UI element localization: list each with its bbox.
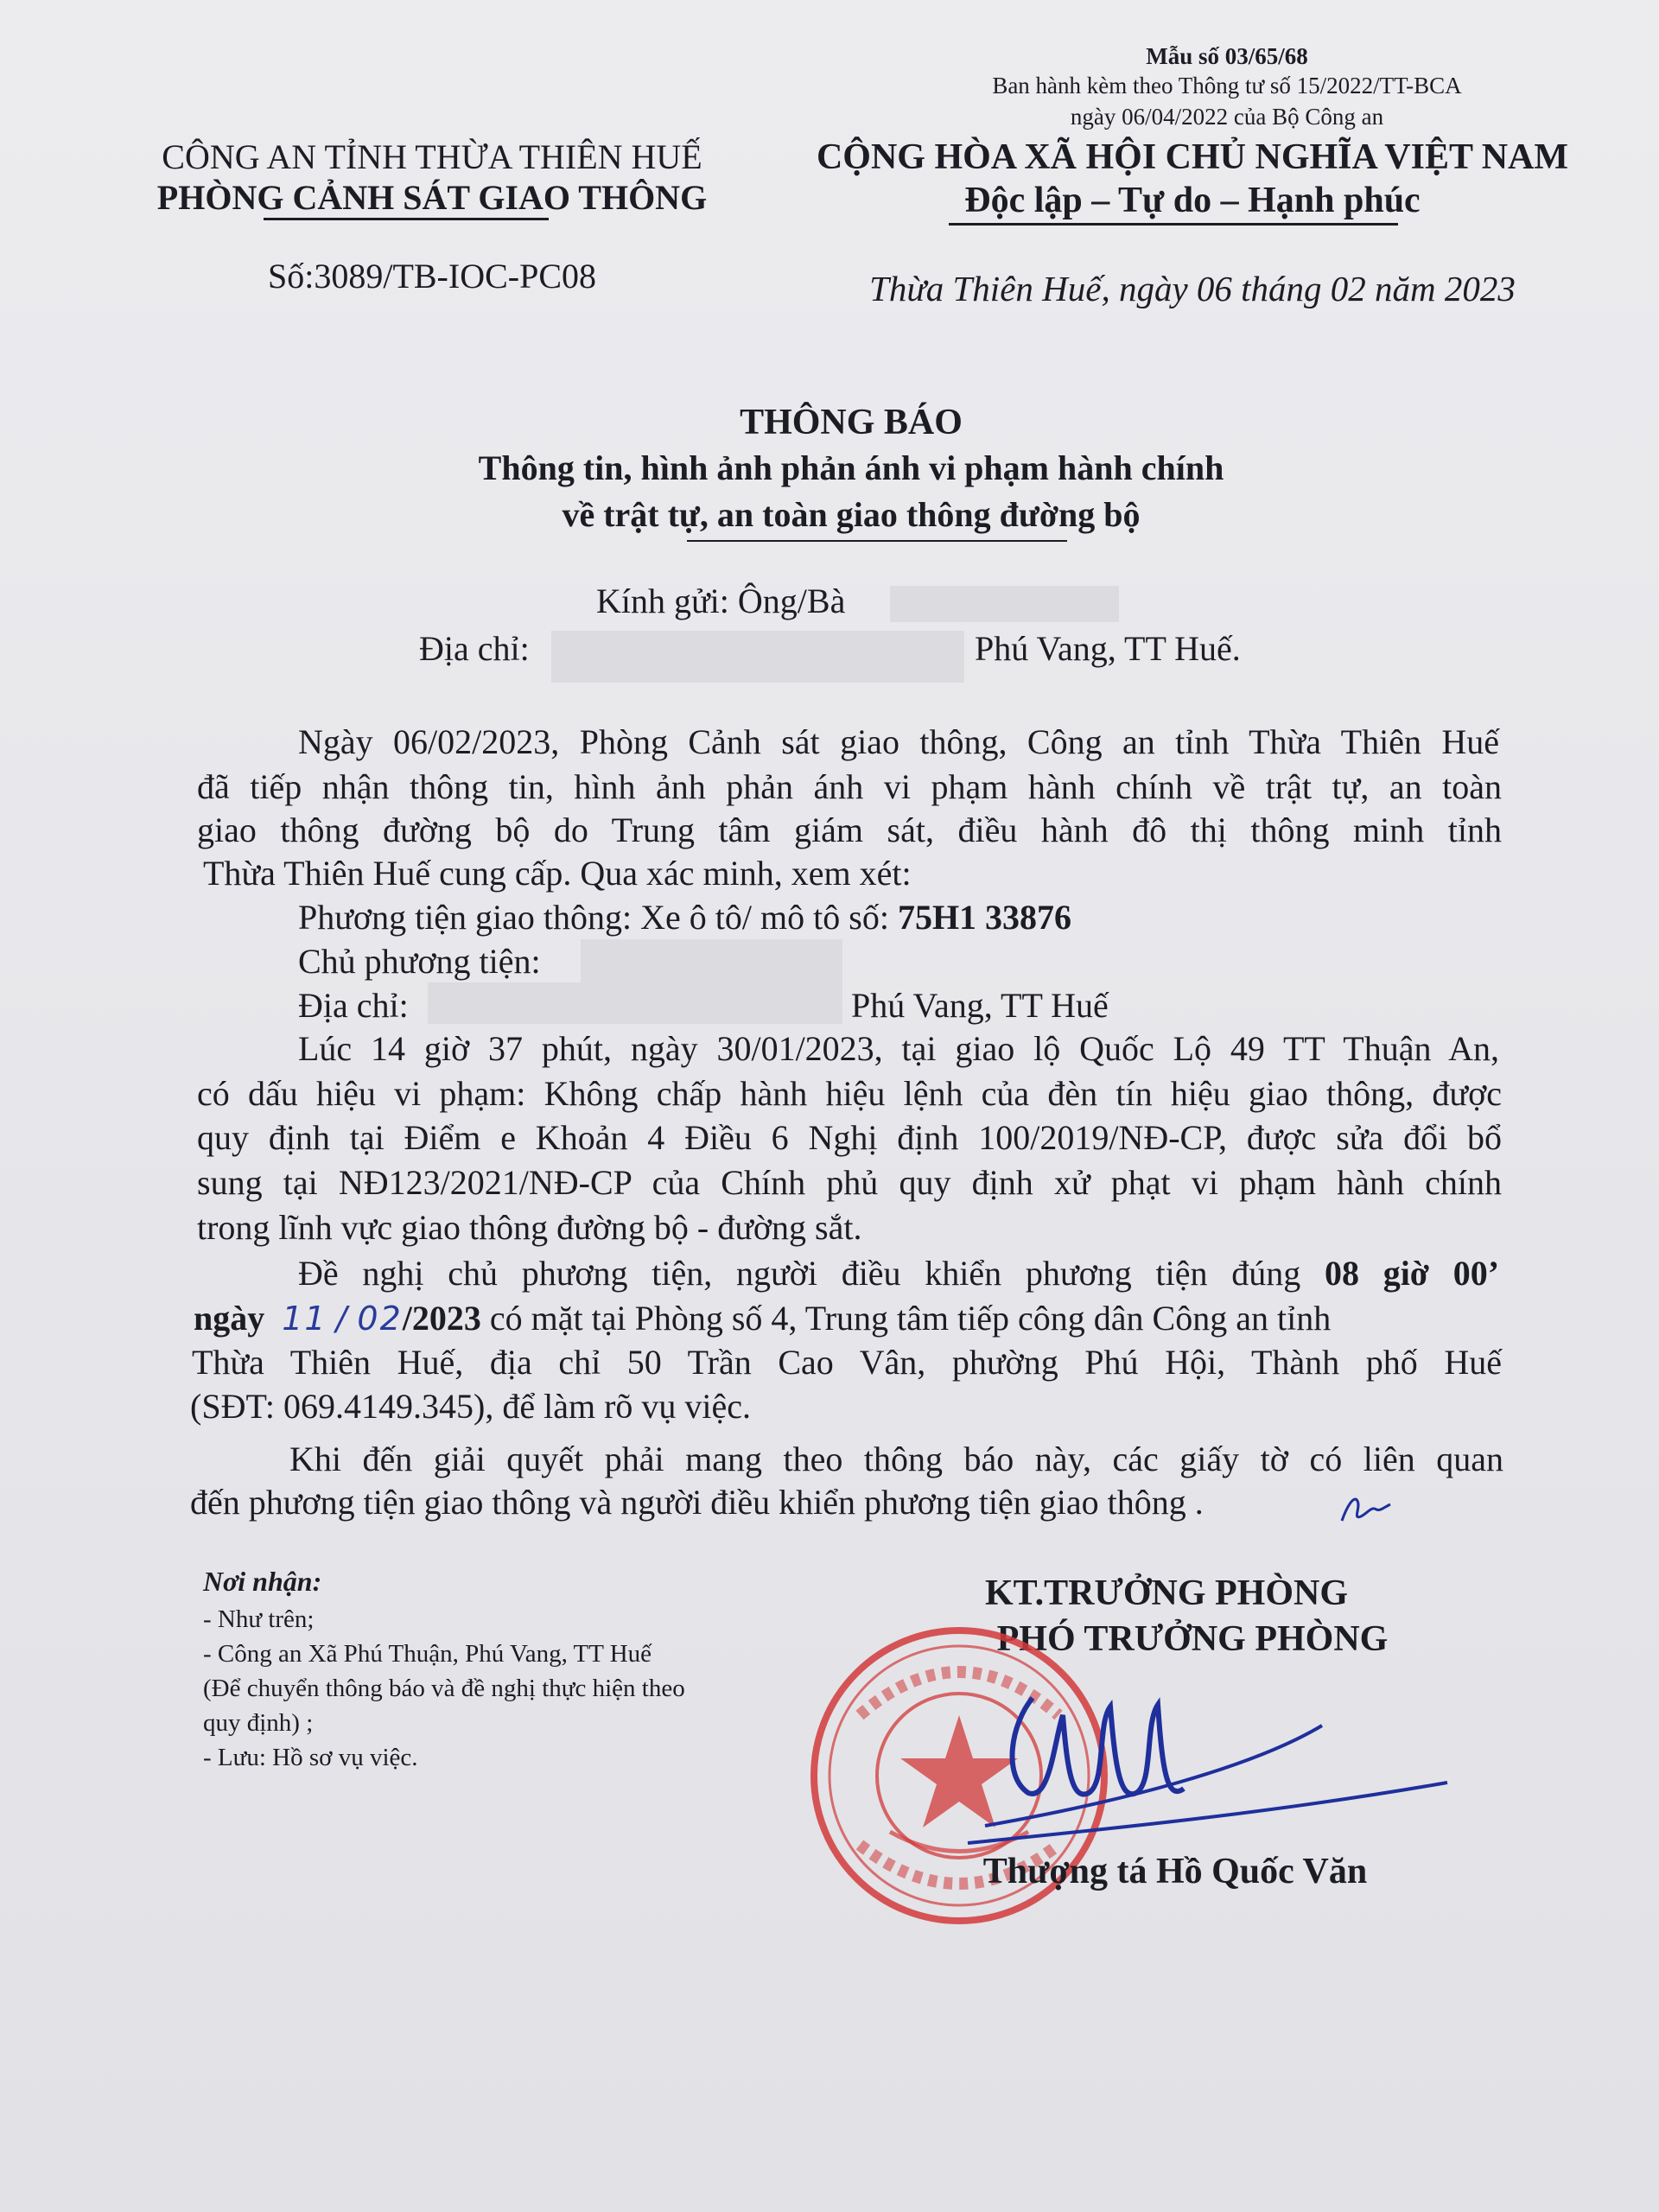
owner-label: Chủ phương tiện: [298,942,541,981]
greeting: Kính gửi: Ông/Bà [596,582,846,620]
agency-name: PHÒNG CẢNH SÁT GIAO THÔNG [156,178,708,217]
recipient-address-label: Địa chỉ: [419,629,530,668]
recipients-item-5: - Lưu: Hồ sơ vụ việc. [203,1744,418,1771]
motto-underline [949,223,1398,226]
doc-title: THÔNG BÁO [740,403,963,442]
agency-underline [264,218,549,220]
p1-line4: Thừa Thiên Huế cung cấp. Qua xác minh, xem xét: [203,854,912,893]
recipients-item-4: quy định) ; [203,1709,314,1737]
p1-line2: đã tiếp nhận thông tin, hình ảnh phản ánh vi phạm hành chính về trật tự, an toàn [197,767,1502,806]
p2-line1: Lúc 14 giờ 37 phút, ngày 30/01/2023, tại giao lộ Quốc Lộ 49 TT Thuận An, [298,1029,1499,1068]
place-date: Thừa Thiên Huế, ngày 06 tháng 02 năm 2023 [869,269,1516,308]
nation-name: CỘNG HÒA XÃ HỘI CHỦ NGHĨA VIỆT NAM [816,137,1569,177]
p3-line4: (SĐT: 069.4149.345), để làm rõ vụ việc. [190,1387,752,1426]
p3-line1-text: Đề nghị chủ phương tiện, người điều khiển phương tiện đúng [298,1254,1301,1293]
recipients-item-1: - Như trên; [203,1605,315,1633]
recipients-item-3: (Để chuyển thông báo và đề nghị thực hiện theo [203,1675,685,1702]
redacted-owner-name [581,939,842,982]
doc-subtitle-2: về trật tự, an toàn giao thông đường bộ [562,495,1141,534]
agency-parent: CÔNG AN TỈNH THỪA THIÊN HUẾ [162,137,702,176]
signature-title-2: PHÓ TRƯỞNG PHÒNG [996,1619,1389,1659]
doc-subtitle-1: Thông tin, hình ảnh phản ánh vi phạm hành chính [478,448,1224,487]
handwritten-day: 11 [282,1300,327,1338]
p3-line2-text: có mặt tại Phòng số 4, Trung tâm tiếp công dân Công an tỉnh [489,1299,1332,1338]
p1-line3: giao thông đường bộ do Trung tâm giám sát, điều hành đô thị thông minh tỉnh [197,810,1502,849]
recipients-item-2: - Công an Xã Phú Thuận, Phú Vang, TT Huế [203,1640,652,1668]
p3-line2 [194,1296,1331,1341]
p3-line3: Thừa Thiên Huế, địa chỉ 50 Trần Cao Vân, phường Phú Hội, Thành phố Huế [192,1343,1502,1382]
redacted-recipient-address [551,631,964,683]
p1-line1: Ngày 06/02/2023, Phòng Cảnh sát giao thông, Công an tỉnh Thừa Thiên Huế [298,722,1499,761]
p3-year: /2023 [402,1299,481,1338]
p4-line2: đến phương tiện giao thông và người điều khiển phương tiện giao thông . [190,1483,1204,1522]
handwritten-month: 02 [357,1300,403,1338]
doc-number: Số:3089/TB-IOC-PC08 [267,257,597,296]
title-underline [687,540,1067,542]
p3-line1 [298,1251,1499,1296]
p3-date-prefix: ngày [194,1299,265,1338]
signer-name: Thượng tá Hồ Quốc Văn [982,1852,1368,1891]
recipient-address-suffix: Phú Vang, TT Huế. [975,629,1241,668]
form-issued-line1: Ban hành kèm theo Thông tư số 15/2022/TT-BCA [992,73,1462,99]
redacted-owner-address [428,982,842,1024]
owner-address-suffix: Phú Vang, TT Huế [851,986,1109,1025]
form-issued-line2: ngày 06/04/2022 của Bộ Công an [1070,104,1384,130]
signature-icon [950,1672,1460,1858]
owner-address-label: Địa chỉ: [298,986,409,1025]
initial-mark-icon [1335,1482,1395,1534]
handwritten-separator: / [335,1300,349,1338]
form-number: Mẫu số 03/65/68 [1146,43,1308,69]
signature-title-1: KT.TRƯỞNG PHÒNG [985,1573,1348,1613]
p2-line2: có dấu hiệu vi phạm: Không chấp hành hiệu lệnh của đèn tín hiệu giao thông, được [197,1074,1502,1113]
vehicle-plate: 75H1 33876 [897,898,1072,937]
p2-line3: quy định tại Điểm e Khoản 4 Điều 6 Nghị định 100/2019/NĐ-CP, được sửa đổi bổ [197,1118,1502,1157]
vehicle-row [298,895,1071,940]
p3-appointment-time: 08 giờ 00’ [1324,1254,1500,1293]
p2-line4: sung tại NĐ123/2021/NĐ-CP của Chính phủ quy định xử phạt vi phạm hành chính [197,1163,1502,1202]
p4-line1: Khi đến giải quyết phải mang theo thông báo này, các giấy tờ có liên quan [289,1440,1503,1478]
p2-line5: trong lĩnh vực giao thông đường bộ - đường sắt. [197,1208,862,1247]
vehicle-label: Phương tiện giao thông: Xe ô tô/ mô tô số: [298,898,889,937]
recipients-heading: Nơi nhận: [203,1566,322,1597]
nation-motto: Độc lập – Tự do – Hạnh phúc [964,181,1421,220]
redacted-recipient-name [890,586,1119,622]
